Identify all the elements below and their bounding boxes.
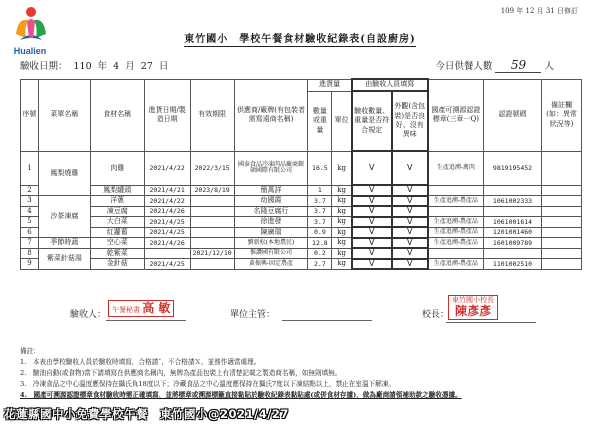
header-qty-group: 進貨量 xyxy=(308,79,352,91)
logo-text: Hualien xyxy=(13,46,47,56)
table-row: 5 大白菜 2021/4/25 徐進發 3.7 kg V V 生產追溯-農產品 1061001614 xyxy=(21,217,582,228)
note-line: 2. 驗油自動(或食物)當下請填寫在供應商名稱內，無牌為產品包裝上有清楚記載之製造商名稱，如無則填無。 xyxy=(20,369,342,377)
principal-stamp-name: 陳彥彥 xyxy=(454,303,491,318)
revision-date: 109 年 12 月 31 日修訂 xyxy=(500,7,578,15)
table-row: 2 鳳梨罐頭 2021/4/21 2023/8/19 簡萬詳 1 kg V V xyxy=(21,185,582,196)
principal-label: 校長： xyxy=(422,310,450,320)
header-dish: 菜單名稱 xyxy=(38,79,90,151)
inspection-table xyxy=(20,78,582,270)
note-line: 3. 冷凍食品之中心溫度應保持在攝氏負18度以下；冷藏食品之中心溫度應保持在攝氏7度以下凍結點以上，禁止在室溫下解凍。 xyxy=(20,380,395,388)
inspector-stamp-name: 高 敏 xyxy=(142,301,171,315)
check-mark: V xyxy=(352,185,392,196)
check-mark: V xyxy=(392,151,428,185)
check-mark: V xyxy=(352,238,392,249)
dish-name: 沙茶凍腐 xyxy=(38,196,90,238)
unit-head-signature-line xyxy=(282,320,372,321)
check-mark: V xyxy=(352,151,392,185)
principal-stamp-title: 東竹國小校長 xyxy=(452,296,494,304)
dish-name: 季節時蔬 xyxy=(38,238,90,249)
check-mark: V xyxy=(392,217,428,228)
check-mark: V xyxy=(392,185,428,196)
check-mark: V xyxy=(352,206,392,217)
check-mark: V xyxy=(392,227,428,238)
table-row: 4 凍豆腐 2021/4/26 名隆豆腐行 3.7 kg V V xyxy=(21,206,582,217)
check-mark: V xyxy=(352,196,392,207)
inspection-date: 驗收日期： 110 年 4 月 27 日 xyxy=(20,61,169,72)
inspector-stamp xyxy=(108,300,174,317)
footer-caption: 花蓮縣國中小免費學校午餐 東竹國小@2021/4/27 xyxy=(4,407,289,421)
page-title: 東竹國小 學校午餐食材驗收紀錄表(自設廚房) xyxy=(184,34,416,45)
check-mark: V xyxy=(392,206,428,217)
header-expiry: 有效期限 xyxy=(190,79,234,151)
header-cert-no: 認證號碼 xyxy=(484,79,542,151)
header-qty: 數量或重量 xyxy=(308,91,332,151)
header-cert: 國產可溯源認證標章(三章一Q) xyxy=(428,79,484,151)
header-date: 進貨日期/製造日期 xyxy=(144,79,190,151)
check-mark: V xyxy=(392,238,428,249)
table-row: 1 鳳梨燒雞 肉雞 2021/4/22 2022/3/15 國泰食品冷凍肉品廠商銀碩國際有限公司 16.5 kg V V 生產追溯-禽肉 9819195452 xyxy=(21,151,582,185)
check-mark: V xyxy=(352,217,392,228)
dish-name: 紫菜針菇湯 xyxy=(38,248,90,269)
principal-stamp xyxy=(448,295,498,320)
dish-name: 鳳梨燒雞 xyxy=(38,151,90,196)
table-row: 9 金針菇 2021/4/25 黃振興-固定農產 2.7 kg V V 生產追溯-農產品 1101002510 xyxy=(21,259,582,270)
inspector-label: 驗收人： xyxy=(70,310,107,320)
check-mark: V xyxy=(392,248,428,259)
check-mark: V xyxy=(392,196,428,207)
header-supplier: 供應商/廠牌(有包裝者需寫遠商名稱) xyxy=(234,79,308,151)
header-no: 序號 xyxy=(21,79,39,151)
header-food: 食材名稱 xyxy=(90,79,144,151)
check-mark: V xyxy=(352,259,392,270)
inspector-signature-line xyxy=(106,320,186,321)
notes-heading: 備註： xyxy=(20,347,40,355)
header-unit: 單位 xyxy=(332,91,352,151)
check-mark: V xyxy=(392,259,428,270)
header-check-group: 由驗收人員填寫 xyxy=(352,79,428,91)
headcount: 今日供餐人數 59 人 xyxy=(435,58,554,72)
table-row: 3 沙茶凍腐 洋蔥 2021/4/22 幼國霞 3.7 kg V V 生產追溯-農產品 1061002333 xyxy=(21,196,582,207)
headcount-value: 59 xyxy=(495,58,541,73)
principal-signature-line xyxy=(446,322,536,323)
header-check-qty: 驗收數量、重量是否符合規定 xyxy=(352,91,392,151)
table-row: 8 紫菜針菇湯 乾紫菜 2021/12/10 惟讚國有限公司 0.2 kg V V xyxy=(21,248,582,259)
inspector-stamp-title: 午餐秘書 xyxy=(112,306,140,314)
note-line: 4. 國產可溯源認證標章食材驗收時需正確填寫，並將標章或溯源標籤直接黏貼於驗收紀錄表黏貼處(或併食材存據)，做為廠商請領補助款之驗收憑據。 xyxy=(20,391,462,399)
check-mark: V xyxy=(352,227,392,238)
table-row: 6 紅蘿蔔 2021/4/25 陳廣瑞 0.9 kg V V 生產追溯-農產品 1201001460 xyxy=(21,227,582,238)
header-check-appearance: 外觀(含包裝)是否良好、沒有異味 xyxy=(392,91,428,151)
note-line: 1. 本表由學校驗收人員於驗收時填寫，合格請ˇ，不合格請Ｘ，並務作適當處理。 xyxy=(20,358,261,366)
notes xyxy=(20,346,582,401)
unit-head-label: 單位主管： xyxy=(230,310,276,320)
table-row: 7 季節時蔬 空心菜 2021/4/26 劉新松(本地農民) 12.8 kg V V 生產追溯-農產品 1601009789 xyxy=(21,238,582,249)
header-remark: 備註欄(如：異常狀況等) xyxy=(541,79,581,151)
check-mark: V xyxy=(352,248,392,259)
